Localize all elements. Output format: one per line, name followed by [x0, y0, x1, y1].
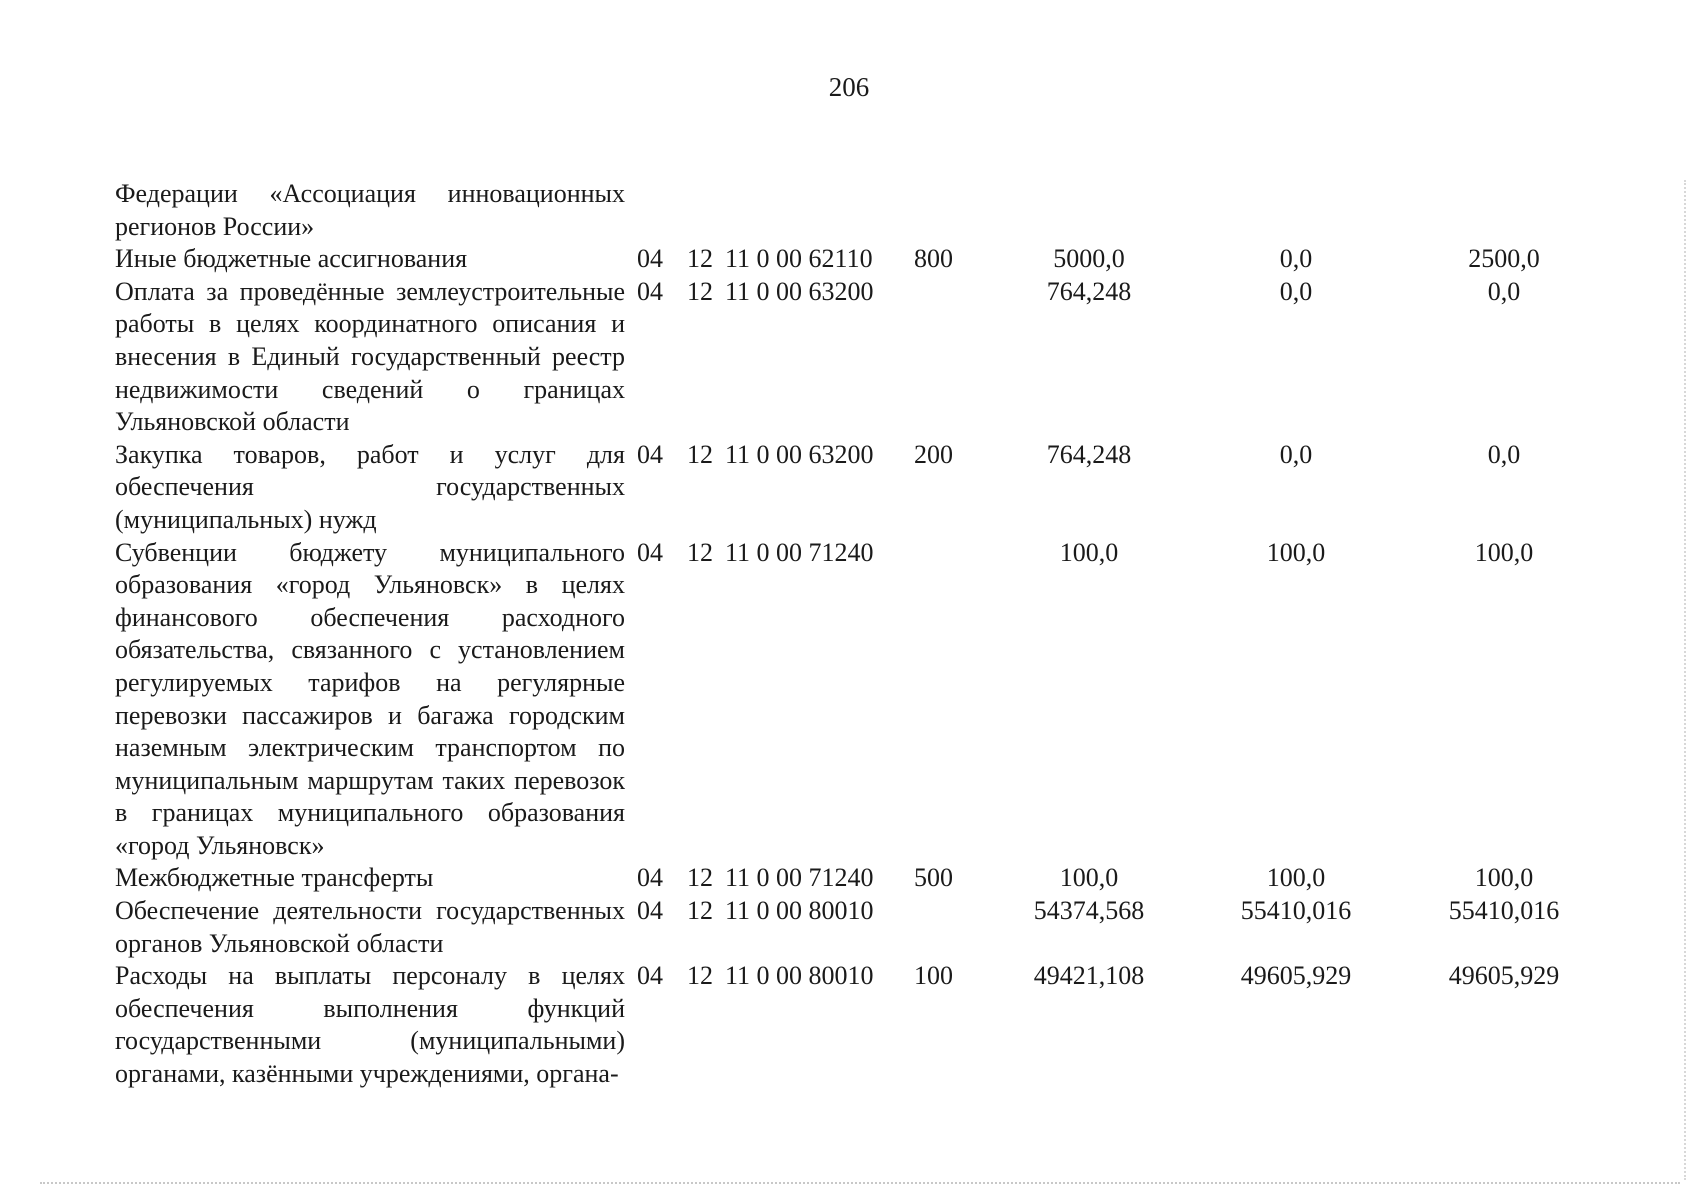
row-subsection: 12: [687, 896, 713, 926]
row-target-article: [725, 178, 914, 243]
row-name: Закупка товаров, работ и услуг для обеспечения государственных (муниципальных) нужд: [115, 439, 625, 534]
scan-bottom-edge: [40, 1182, 1680, 1184]
row-name: Оплата за проведённые землеустроительные работы в целях координатного описания и внесения в Единый государственный реестр недвижимости сведений о границах Ульяновской области: [115, 276, 625, 437]
row-target-article: 11 0 00 63200: [725, 439, 874, 469]
row-expense-type: [914, 178, 986, 243]
row-amount-year-3: 2500,0: [1468, 244, 1540, 274]
row-amount-year-2: 49605,929: [1240, 961, 1352, 991]
row-amount-year-2: 55410,016: [1240, 896, 1352, 926]
table-row: [115, 439, 1608, 537]
row-amount-year-1: 54374,568: [1033, 896, 1145, 926]
row-amount-year-3: 100,0: [1474, 863, 1534, 893]
row-subsection: 12: [687, 276, 713, 306]
row-amount-year-2: [1192, 178, 1400, 243]
row-amount-year-3: 100,0: [1474, 537, 1534, 567]
table-row: [115, 178, 1608, 243]
table-row: [115, 537, 1608, 863]
row-subsection: 12: [687, 961, 713, 991]
budget-table: [115, 178, 1608, 1091]
row-amount-year-2: 100,0: [1266, 863, 1326, 893]
row-section: 04: [637, 863, 663, 893]
scan-right-edge: [1684, 180, 1686, 1180]
row-name: Иные бюджетные ассигнования: [115, 244, 468, 274]
table-row: [115, 243, 1608, 276]
row-amount-year-1: 49421,108: [1033, 961, 1145, 991]
row-section: 04: [637, 244, 663, 274]
row-name: Расходы на выплаты персоналу в целях обеспечения выполнения функций государственными (муниципальными) органами, казёнными учреждениями, органа-: [115, 961, 625, 1089]
row-amount-year-2: 0,0: [1279, 276, 1313, 306]
row-expense-type: 100: [914, 961, 953, 991]
row-amount-year-3: 55410,016: [1448, 896, 1560, 926]
table-row: [115, 862, 1608, 895]
row-name: Федерации «Ассоциация инновационных регионов России»: [115, 179, 625, 241]
row-section: 04: [637, 961, 663, 991]
row-target-article: 11 0 00 71240: [725, 863, 874, 893]
row-section: 04: [637, 276, 663, 306]
row-expense-type: 200: [914, 439, 953, 469]
row-amount-year-3: [1400, 178, 1608, 243]
row-section: 04: [637, 439, 663, 469]
row-subsection: 12: [687, 863, 713, 893]
row-amount-year-2: 100,0: [1266, 537, 1326, 567]
row-subsection: 12: [687, 537, 713, 567]
row-amount-year-3: 0,0: [1487, 276, 1521, 306]
row-expense-type: [914, 276, 986, 439]
row-amount-year-2: 0,0: [1279, 439, 1313, 469]
row-target-article: 11 0 00 80010: [725, 961, 874, 991]
row-target-article: 11 0 00 63200: [725, 276, 874, 306]
row-expense-type: [914, 537, 986, 863]
row-amount-year-1: 764,248: [1046, 439, 1132, 469]
row-name: Субвенции бюджету муниципального образования «город Ульяновск» в целях финансового обеспечения расходного обязательства, связанного с установлением регулируемых тарифов на регулярные перевозки пассажиров и багажа городским наземным электрическим транспортом по муниципальным маршрутам таких перевозок в границах муниципального образования «город Ульяновск»: [115, 537, 625, 860]
row-expense-type: [914, 895, 986, 960]
page-number: 206: [828, 72, 870, 102]
row-amount-year-1: 100,0: [1059, 537, 1119, 567]
table-row: [115, 960, 1608, 1090]
row-name: Обеспечение деятельности государственных органов Ульяновской области: [115, 896, 625, 958]
row-subsection: 12: [687, 439, 713, 469]
row-subsection: 12: [687, 244, 713, 274]
row-amount-year-3: 49605,929: [1448, 961, 1560, 991]
row-expense-type: 500: [914, 863, 953, 893]
row-amount-year-1: [986, 178, 1192, 243]
row-target-article: 11 0 00 62110: [725, 244, 873, 274]
row-amount-year-1: 100,0: [1059, 863, 1119, 893]
row-section: [625, 178, 687, 243]
row-amount-year-3: 0,0: [1487, 439, 1521, 469]
row-target-article: 11 0 00 71240: [725, 537, 874, 567]
row-section: 04: [637, 896, 663, 926]
row-amount-year-1: 5000,0: [1053, 244, 1125, 274]
row-section: 04: [637, 537, 663, 567]
row-amount-year-1: 764,248: [1046, 276, 1132, 306]
table-row: [115, 895, 1608, 960]
row-amount-year-2: 0,0: [1279, 244, 1313, 274]
row-name: Межбюджетные трансферты: [115, 863, 434, 893]
row-expense-type: 800: [914, 244, 953, 274]
table-row: [115, 276, 1608, 439]
row-target-article: 11 0 00 80010: [725, 896, 874, 926]
row-subsection: [687, 178, 725, 243]
